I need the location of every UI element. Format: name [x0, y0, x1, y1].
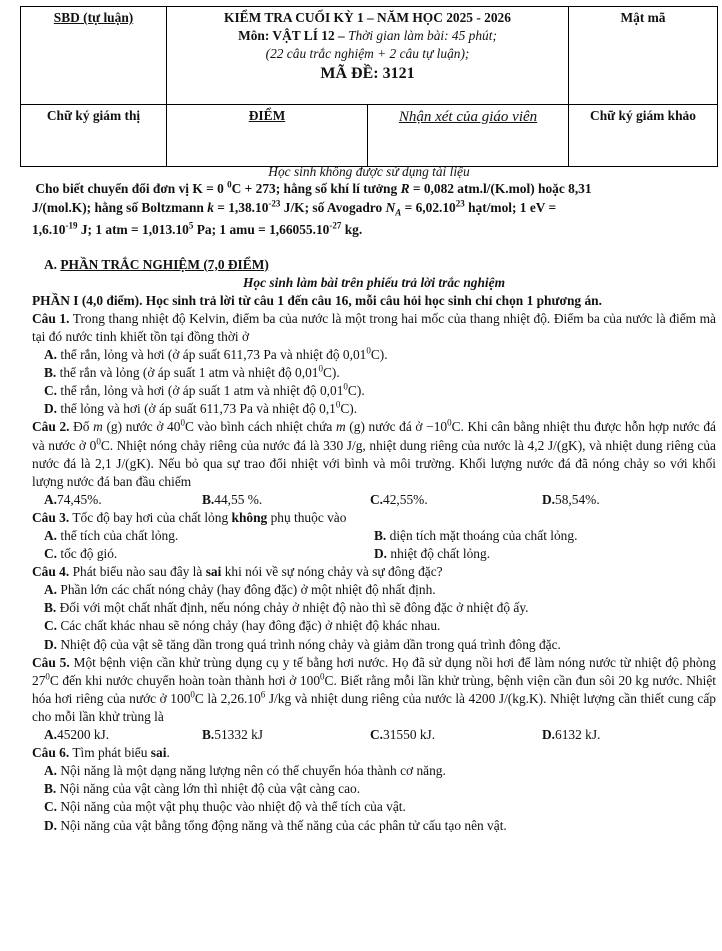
q3-option-d: D. nhiệt độ chất lỏng.: [374, 546, 491, 562]
q3-option-c: C. tốc độ gió.: [44, 546, 118, 562]
q5-option-b: B.51332 kJ: [202, 727, 264, 743]
q5-option-d: D.6132 kJ.: [542, 727, 601, 743]
question-count: (22 câu trắc nghiệm + 2 câu tự luận);: [265, 46, 470, 62]
part1-title: PHẦN I (4,0 điểm). Học sinh trả lời từ câu 1 đến câu 16, mỗi câu hỏi học sinh chỉ chọn 1 phương án.: [32, 292, 602, 308]
examiner-signature-label: Chữ ký giám khảo: [590, 108, 696, 123]
examiner-signature-cell: [569, 105, 718, 167]
q1-option-b: B. thể rắn và lỏng (ở áp suất 1 atm và nhiệt độ 0,01$^0$C).: [44, 363, 340, 381]
q2-option-d: D.58,54%.: [542, 491, 600, 507]
secret-code-label: Mật mã: [620, 10, 666, 25]
q4-option-c: C. Các chất khác nhau sẽ nóng chảy (hay đông đặc) ở nhiệt độ khác nhau.: [44, 618, 441, 634]
section-a-title: A. PHẦN TRẮC NGHIỆM (7,0 ĐIỂM): [44, 256, 269, 272]
exam-title: KIỂM TRA CUỐI KỲ 1 – NĂM HỌC 2025 - 2026: [224, 10, 511, 25]
candidate-code-label: SBD (tự luận): [53, 10, 134, 25]
exam-content: [32, 179, 716, 835]
q2-option-a: A.74,45%.: [44, 491, 102, 507]
q6-option-c: C. Nội năng của một vật phụ thuộc vào nhiệt độ và thể tích của vật.: [44, 799, 406, 815]
no-documents-note: Học sinh không được sử dụng tài liệu: [268, 164, 470, 179]
secret-code-cell: [569, 7, 718, 105]
proctor-signature-label: Chữ ký giám thị: [46, 108, 141, 123]
q2-option-c: C.42,55%.: [370, 491, 428, 507]
q5-option-a: A.45200 kJ.: [44, 727, 110, 743]
score-label: ĐIỂM: [248, 108, 286, 123]
question-1: Câu 1. Trong thang nhiệt độ Kelvin, điểm ba của nước là một trong hai mốc của thang nhiệt độ. Điểm ba của nước là điểm mà tại đó nước tinh khiết tồn tại đồng thời ở A. thể rắn, lỏng và hơi (ở áp suất 611,73 Pa và nhiệt độ 0,01$^0$C). B. thể rắn và lỏng (ở áp suất 1 atm và nhiệt độ 0,01$^0$C). C. thể rắn, lỏng và hơi (ở áp suất 1 atm và nhiệt độ 0,01$^0$C). D. thể lỏng và hơi (ở áp suất 611,73 Pa và nhiệt độ $0,1^0C$).: [32, 310, 716, 419]
candidate-code-cell: [21, 7, 167, 105]
q6-option-a: A. Nội năng là một dạng năng lượng nên có thể chuyển hóa thành cơ năng.: [44, 763, 446, 779]
q5-options: [32, 726, 716, 744]
q6-option-d: D. Nội năng của vật bằng tổng động năng và thế năng của các phân tử cấu tạo nên vật.: [44, 817, 507, 833]
exam-info-cell: [167, 7, 569, 105]
q1-option-a: A. thể rắn, lỏng và hơi (ở áp suất 611,73 Pa và nhiệt độ 0,01$^0$C).: [44, 345, 388, 363]
score-cell: [167, 105, 368, 167]
q4-option-b: B. Đối với một chất nhất định, nếu nóng chảy ở nhiệt độ nào thì sẽ đông đặc ở nhiệt độ ấy.: [44, 600, 529, 616]
exam-code: MÃ ĐỀ: 3121: [320, 65, 415, 83]
q3-option-a: A. thể tích của chất lỏng.: [44, 528, 179, 543]
teacher-comment-cell: [368, 105, 569, 167]
q3-options-row2: [32, 545, 716, 563]
q2-options: [32, 491, 716, 509]
question-2: Câu 2. Đổ m (g) nước ở $40^0C$ vào bình cách nhiệt chứa m (g) nước đá ở $-10^0C$. Khi cân bằng nhiệt thu được hỗn hợp nước đá và nước ở $0^0C$. Nhiệt nóng chảy riêng của nước đá là 330 J/g, nhiệt dung riêng của nước là 4,2 J/(gK), và nhiệt dung riêng của nước đá là 2,1 J/(gK). Nếu bỏ qua sự trao đổi nhiệt với bình và môi trường. Khối lượng nước đá đã nóng chảy so với khối lượng nước đá ban đầu chiếm A.74,45%. B.44,55 %. C.42,55%. D.58,54%.: [32, 418, 716, 508]
q5-option-c: C.31550 kJ.: [370, 727, 436, 743]
exam-subject: Môn: VẬT LÍ 12 – Thời gian làm bài: 45 phút;: [238, 28, 497, 44]
question-4: Câu 4. Phát biểu nào sau đây là sai khi nói về sự nóng chảy và sự đông đặc? A. Phần lớn các chất nóng chảy (hay đông đặc) ở một nhiệt độ nhất định. B. Đối với một chất nhất định, nếu nóng chảy ở nhiệt độ nào thì sẽ đông đặc ở nhiệt độ ấy. C. Các chất khác nhau sẽ nóng chảy (hay đông đặc) ở nhiệt độ khác nhau. D. Nhiệt độ của vật sẽ tăng dần trong quá trình nóng chảy và giảm dần trong quá trình đông đặc.: [32, 563, 716, 653]
q1-option-c: C. thể rắn, lỏng và hơi (ở áp suất 1 atm và nhiệt độ 0,01$^0$C).: [44, 381, 365, 399]
q3-options-row1: [32, 527, 716, 545]
exam-header-table: [20, 6, 718, 167]
constants-block: Cho biết chuyển đổi đơn vị K = 0 $^0$C + 273; hằng số khí lí tưởng R = 0,082 atm.l/(K.mol) hoặc 8,31 J/(mol.K); hằng số Boltzmann $k = 1,38.10^{-23}$ J/K; số Avogadro $N_A = 6,02.10^{23}$ hạt/mol; 1 eV = $1,6.10^{-19}$ J; 1 atm = $1,013.10^5$ Pa; 1 amu = $1,66055.10^{-27}$ kg.: [32, 179, 592, 238]
q6-option-b: B. Nội năng của vật càng lớn thì nhiệt độ của vật càng cao.: [44, 781, 361, 797]
question-6: Câu 6. Tìm phát biểu sai. A. Nội năng là một dạng năng lượng nên có thể chuyển hóa thành cơ năng. B. Nội năng của vật càng lớn thì nhiệt độ của vật càng cao. C. Nội năng của một vật phụ thuộc vào nhiệt độ và thể tích của vật. D. Nội năng của vật bằng tổng động năng và thế năng của các phân tử cấu tạo nên vật.: [32, 744, 716, 834]
question-5: Câu 5. Một bệnh viện cần khử trùng dụng cụ y tế bằng hơi nước. Họ đã sử dụng nồi hơi để làm nóng nước từ nhiệt độ phòng $27^0C$ đến khi nước chuyển hoàn toàn thành hơi ở $100^0C$. Biết rằng mỗi lần khử trùng, bệnh viện cần đun sôi 20 kg nước. Nhiệt hóa hơi riêng của nước ở $100^0C$ là 2,26.10$^6$ J/kg và nhiệt dung riêng của nước là 4200 J/(kg.K). Nhiệt lượng cần thiết cung cấp cho mỗi lần khử trùng là A.45200 kJ. B.51332 kJ C.31550 kJ. D.6132 kJ.: [32, 654, 716, 744]
q1-option-d: D. thể lỏng và hơi (ở áp suất 611,73 Pa và nhiệt độ $0,1^0C$).: [44, 399, 358, 417]
q2-option-b: B.44,55 %.: [202, 491, 263, 507]
q4-option-d: D. Nhiệt độ của vật sẽ tăng dần trong quá trình nóng chảy và giảm dần trong quá trình đông đặc.: [44, 636, 561, 652]
q3-option-b: B. diện tích mặt thoáng của chất lỏng.: [374, 528, 578, 543]
q4-option-a: A. Phần lớn các chất nóng chảy (hay đông đặc) ở một nhiệt độ nhất định.: [44, 582, 436, 598]
proctor-signature-cell: [21, 105, 167, 167]
question-3: Câu 3. Tốc độ bay hơi của chất lỏng không phụ thuộc vào A. thể tích của chất lỏng. B. diện tích mặt thoáng của chất lỏng. C. tốc độ gió. D. nhiệt độ chất lỏng.: [32, 509, 716, 563]
section-a-instruction: Học sinh làm bài trên phiếu trả lời trắc nghiệm: [242, 274, 506, 290]
teacher-comment-label: Nhận xét của giáo viên: [398, 109, 538, 125]
